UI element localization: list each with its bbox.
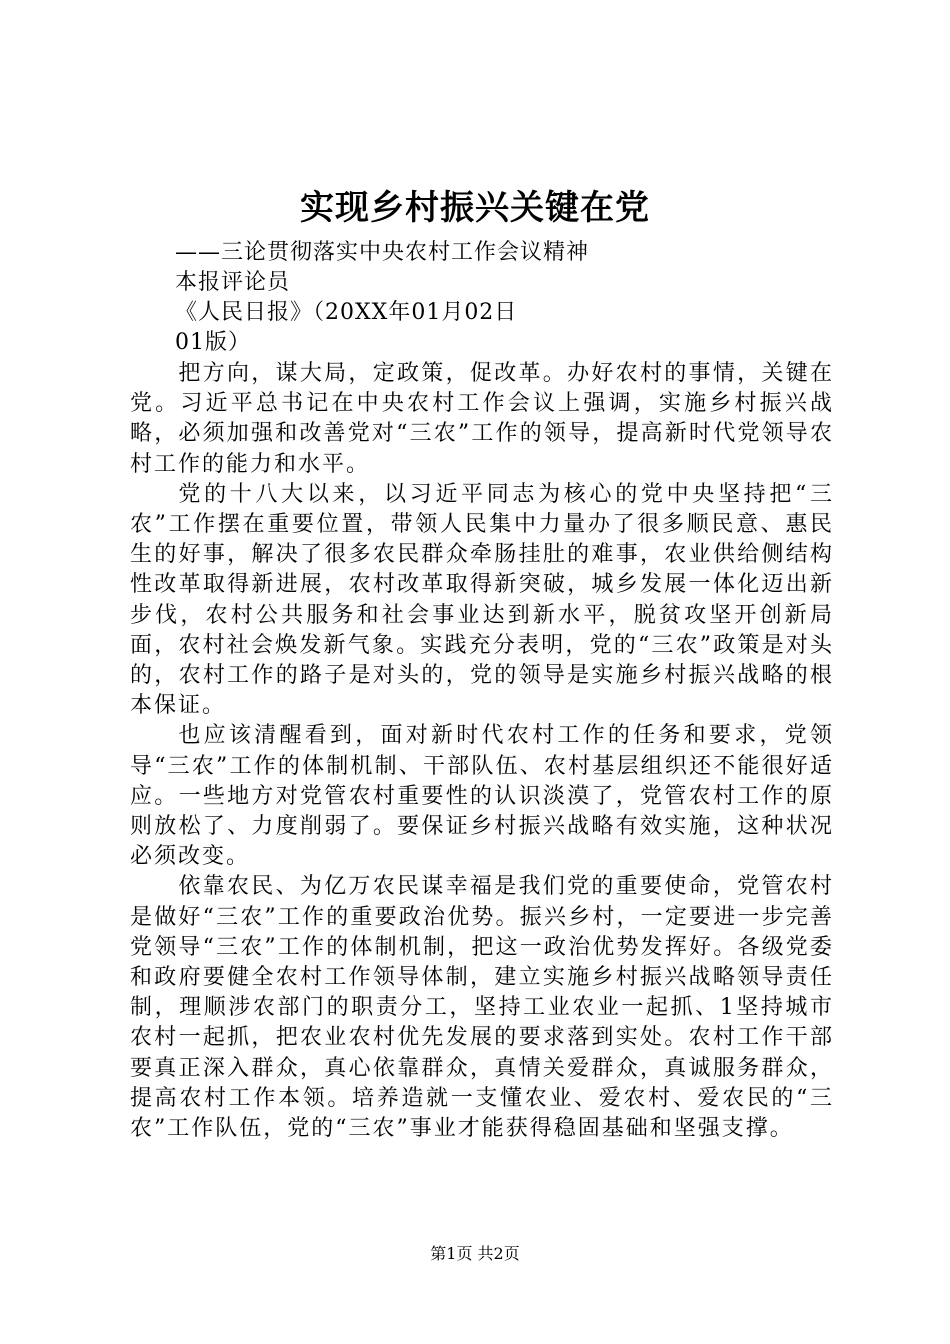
body-paragraph-2: 党的十八大以来，以习近平同志为核心的党中央坚持把“三农”工作摆在重要位置，带领人民集中力量办了很多顺民意、惠民生的好事，解决了很多农民群众牵肠挂肚的难事，农业供给侧结构性改革取得新进展，农村改革取得新突破，城乡发展一体化迈出新步伐，农村公共服务和社会事业达到新水平，脱贫攻坚开创新局面，农村社会焕发新气象。实践充分表明，党的“三农”政策是对头的，农村工作的路子是对头的，党的领导是实施乡村振兴战略的根本保证。 xyxy=(130,481,834,719)
page-footer-page-number: 第1页 共2页 xyxy=(430,1244,520,1263)
document-subtitle: ——三论贯彻落实中央农村工作会议精神 xyxy=(175,240,590,265)
body-paragraph-4: 依靠农民、为亿万农民谋幸福是我们党的重要使命，党管农村是做好“三农”工作的重要政治优势。振兴乡村，一定要进一步完善党领导“三农”工作的体制机制，把这一政治优势发挥好。各级党委和政府要健全农村工作领导体制，建立实施乡村振兴战略领导责任制，理顺涉农部门的职责分工，坚持工业农业一起抓、1坚持城市农村一起抓，把农业农村优先发展的要求落到实处。农村工作干部要真正深入群众，真心依靠群众，真情关爱群众，真诚服务群众，提高农村工作本领。培养造就一支懂农业、爱农村、爱农民的“三农”工作队伍，党的“三农”事业才能获得稳固基础和坚强支撑。 xyxy=(130,874,834,1142)
document-author: 本报评论员 xyxy=(175,270,291,295)
body-paragraph-3: 也应该清醒看到，面对新时代农村工作的任务和要求，党领导“三农”工作的体制机制、干部队伍、农村基层组织还不能很好适应。一些地方对党管农村重要性的认识淡漠了，党管农村工作的原则放松了、力度削弱了。要保证乡村振兴战略有效实施，这种状况必须改变。 xyxy=(130,723,834,870)
document-title: 实现乡村振兴关键在党 xyxy=(300,188,650,228)
document-source-line2: 01版） xyxy=(175,330,251,355)
document-source-line1: 《人民日报》（20XX年01月02日 xyxy=(175,300,518,325)
body-paragraph-1: 把方向，谋大局，定政策，促改革。办好农村的事情，关键在党。习近平总书记在中央农村工作会议上强调，实施乡村振兴战略，必须加强和改善党对“三农”工作的领导，提高新时代党领导农村工作的能力和水平。 xyxy=(130,361,834,477)
document-body xyxy=(130,359,834,1144)
